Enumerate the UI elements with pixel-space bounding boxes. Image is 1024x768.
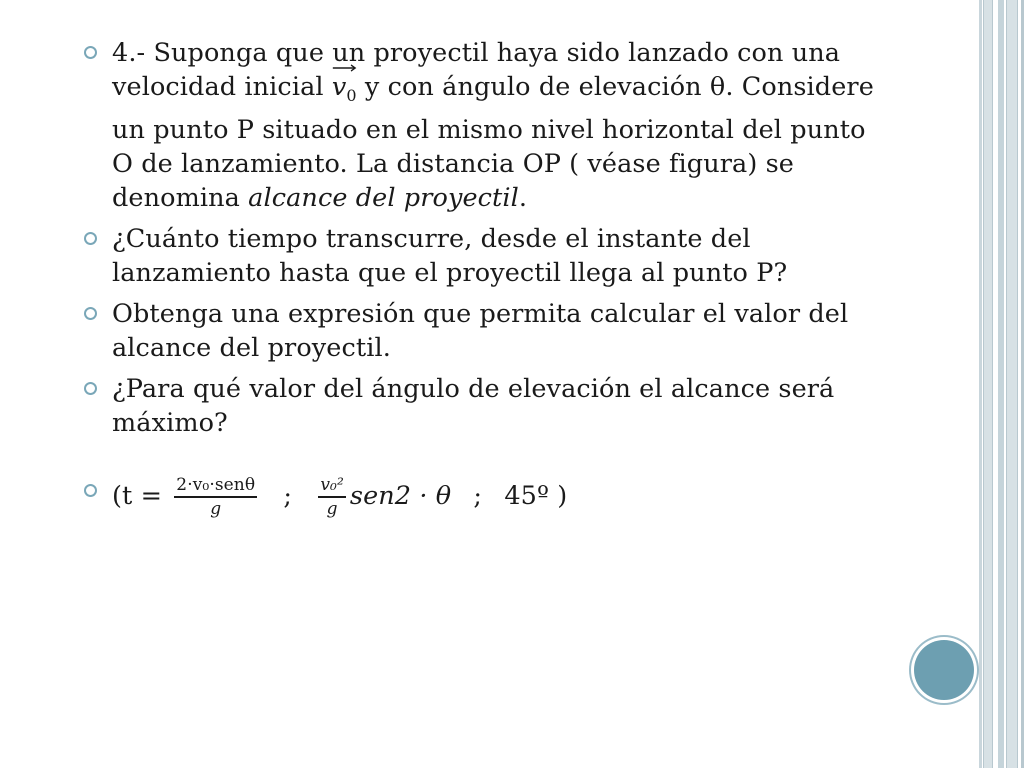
bullet-icon [84, 46, 97, 59]
bullet-icon [84, 232, 97, 245]
bullet-answers [82, 474, 892, 520]
bullet-icon [84, 307, 97, 320]
fraction-range [318, 474, 346, 520]
velocity-vector [332, 70, 357, 113]
fraction-denominator: g [326, 499, 338, 520]
answer-open: (t = [112, 481, 171, 512]
separator: ; [473, 481, 483, 512]
fraction-time [174, 474, 257, 520]
stripe [1006, 0, 1018, 768]
text: ¿Cuánto tiempo transcurre, desde el instante del lanzamiento hasta que el proyectil llega al punto P? [112, 224, 788, 289]
text: . [518, 183, 528, 214]
max-angle-value: 45º [504, 481, 550, 512]
bullet-icon [84, 484, 97, 497]
bullet-problem-statement [82, 36, 892, 215]
bullet-question-max-angle [82, 372, 892, 440]
vector-symbol: v [331, 72, 347, 102]
bullet-icon [84, 382, 97, 395]
bullet-question-time [82, 222, 892, 290]
separator: ; [283, 481, 293, 512]
text: y con ángulo de elevación θ. Considere un punto P situado en el mismo nivel horizontal del punto O de lanzamiento. La distancia OP ( véase figura) se denomina [112, 72, 874, 214]
fraction-numerator: v₀² [318, 474, 346, 498]
stripe [998, 0, 1004, 768]
decorative-stripes [966, 0, 1024, 768]
slide-content [82, 36, 892, 527]
bullet-question-range [82, 297, 892, 365]
text: ¿Para qué valor del ángulo de elevación el alcance será máximo? [112, 374, 835, 439]
vector-subscript: 0 [346, 86, 357, 106]
text: 4.- Suponga que un proyectil haya sido lanzado con una velocidad inicial [112, 38, 841, 102]
vector-arrow-icon [332, 64, 357, 72]
stripe [979, 0, 982, 768]
italic-term: alcance del proyectil [248, 183, 519, 214]
stripe [983, 0, 993, 768]
range-expression: sen2 · θ [349, 481, 452, 512]
text: Obtenga una expresión que permita calcular el valor del alcance del proyectil. [112, 299, 849, 364]
decorative-circle [914, 640, 974, 700]
fraction-denominator: g [210, 499, 222, 520]
fraction-numerator: 2·v₀·senθ [174, 474, 257, 498]
answer-close: ) [549, 481, 568, 512]
